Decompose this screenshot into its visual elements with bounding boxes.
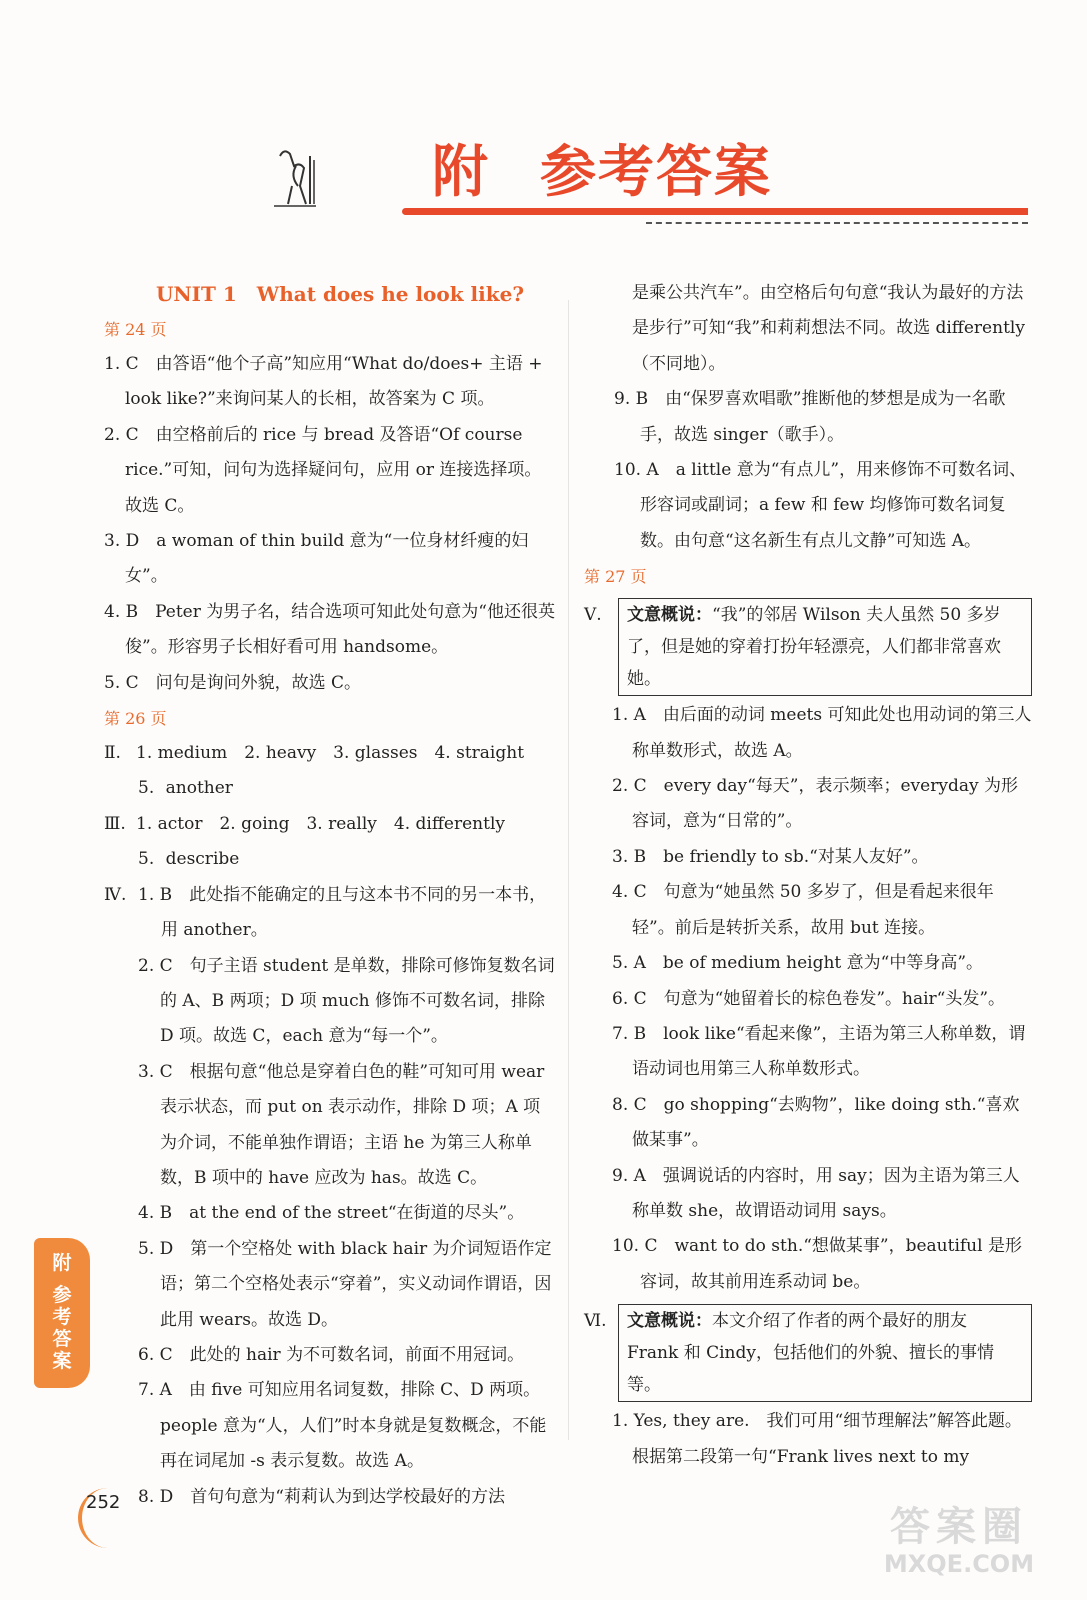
section-answers-cont: 5. describe [138,849,240,870]
figure-icon [270,146,320,210]
answer-item: 6. C 句意为“她留着长的棕色卷发”。hair“头发”。 [612,988,1006,1009]
answer-item: 5. A be of medium height 意为“中等身高”。 [612,953,984,974]
answer-item: 1. C 由答语“他个子高”知应用“What do/does+ 主语 + look like?”来询问某人的长相，故答案为 C 项。 [104,354,543,410]
page-ref-26: 第 26 页 [104,709,167,729]
page-number: 252 [86,1492,121,1513]
answer-item: 8. C go shopping“去购物”，like doing sth.“喜欢做某事”。 [612,1094,1020,1151]
answer-item: 3. C 根据句意“他总是穿着白色的鞋”可知可用 wear 表示状态，而 put on 表示动作，排除 D 项；A 项为介词，不能单独作谓语；主语 he 为第三人称单数，B 项中的 have 应改为 has。故选 C。 [138,1061,545,1188]
section-numeral: Ⅳ. [104,884,127,905]
section-numeral: Ⅱ. [104,743,121,764]
watermark-top: 答案圈 [890,1504,1028,1550]
summary-label: 文意概说： [627,1311,712,1332]
side-tab-char: 附 [52,1252,72,1274]
section-4 [104,878,556,949]
right-column [584,276,1032,1475]
section-numeral: Ⅲ. [104,813,126,834]
watermark-bottom: MXQE.COM [883,1550,1035,1578]
summary-box [618,598,1032,696]
answer-item: 4. B at the end of the street“在街道的尽头”。 [138,1203,525,1224]
title-text: 参考答案 [540,140,772,205]
answer-item: 2. C 句子主语 student 是单数，排除可修饰复数名词的 A、B 两项；D 项 much 修饰不可数名词，排除 D 项。故选 C，each 意为“每一个”。 [138,955,555,1047]
answer-item: 1. Yes, they are. 我们可用“细节理解法”解答此题。根据第二段第一句“Frank lives next to my [612,1411,1022,1467]
answer-item: 9. B 由“保罗喜欢唱歌”推断他的梦想是成为一名歌手，故选 singer（歌手）。 [614,389,1006,445]
section-3 [104,807,556,842]
page-ref-24: 第 24 页 [104,320,167,339]
section-numeral: Ⅵ. [584,1311,607,1332]
answer-item: 3. B be friendly to sb.“对某人友好”。 [612,846,929,867]
watermark [859,1504,1059,1578]
section-5 [584,598,1032,696]
left-column [104,276,556,1515]
summary-box [618,1304,1032,1402]
section-6 [584,1304,1032,1402]
continued-text: 是乘公共汽车”。由空格后句句意“我认为最好的方法是步行”可知“我”和莉莉想法不同。故选 differently（不同地）。 [632,283,1025,374]
summary-text: “我”的邻居 Wilson 夫人虽然 50 多岁了，但是她的穿着打扮年轻漂亮，人们都非常喜欢她。 [627,605,1001,690]
page-ref-27: 第 27 页 [584,567,647,587]
answer-item: 5. C 问句是询问外貌，故选 C。 [104,672,362,693]
unit-title: UNIT 1 What does he look like? [155,282,525,306]
summary-label: 文意概说： [627,605,712,626]
answer-item: 3. D a woman of thin build 意为“一位身材纤瘦的妇女”。 [104,531,529,587]
page-title [432,128,772,208]
side-tab-text: 参考答案 [52,1284,72,1372]
section-answers: 1. actor 2. going 3. really 4. differently [136,813,505,834]
section-2 [104,736,556,771]
answer-item: 4. B Peter 为男子名，结合选项可知此处句意为“他还很英俊”。形容男子长相好看可用 handsome。 [104,601,555,658]
side-tab [34,1238,90,1388]
answer-item: 9. A 强调说话的内容时，用 say；因为主语为第三人称单数 she，故谓语动词用 says。 [612,1165,1020,1221]
title-char: 附 [432,140,490,205]
answer-item: 6. C 此处的 hair 为不可数名词，前面不用冠词。 [138,1344,525,1365]
section-numeral: Ⅴ. [584,605,602,626]
answer-item: 7. A 由 five 可知应用名词复数，排除 C、D 两项。people 意为“人，人们”时本身就是复数概念，不能再在词尾加 -s 表示复数。故选 A。 [138,1380,547,1472]
answer-item: 2. C 由空格前后的 rice 与 bread 及答语“Of course rice.”可知，问句为选择疑问句，应用 or 连接选择项。故选 C。 [104,424,542,516]
answer-item: 5. D 第一个空格处 with black hair 为介词短语作定语；第二个空格处表示“穿着”，实义动词作谓语，因此用 wears。故选 D。 [138,1238,552,1330]
answer-item: 1. A 由后面的动词 meets 可知此处也用动词的第三人称单数形式，故选 A。 [612,705,1032,761]
answer-item: 8. D 首句句意为“莉莉认为到达学校最好的方法 [138,1486,505,1507]
section-answers-cont: 5. another [138,778,233,799]
section-answers: 1. medium 2. heavy 3. glasses 4. straight [136,743,525,764]
answer-item: 10. C want to do sth.“想做某事”，beautiful 是形容词，故其前用连系动词 be。 [612,1236,1022,1292]
header-dashed-rule [646,222,1028,224]
answer-item: 4. C 句意为“她虽然 50 多岁了，但是看起来很年轻”。前后是转折关系，故用 but 连接。 [612,882,994,938]
summary-text: 本文介绍了作者的两个最好的朋友 Frank 和 Cindy，包括他们的外貌、擅长的事情等。 [627,1311,994,1396]
header-rule [402,208,1028,215]
answer-item: 10. A a little 意为“有点儿”，用来修饰不可数名词、形容词或副词；a few 和 few 均修饰可数名词复数。由句意“这名新生有点儿文静”可知选 A。 [614,460,1027,551]
answer-item: 1. B 此处指不能确定的且与这本书不同的另一本书，用 another。 [138,884,547,941]
answer-item: 2. C every day“每天”，表示频率；everyday 为形容词，意为“日常的”。 [612,776,1018,832]
answer-item: 7. B look like“看起来像”，主语为第三人称单数，谓语动词也用第三人称单数形式。 [612,1023,1026,1080]
column-divider [568,300,569,1440]
